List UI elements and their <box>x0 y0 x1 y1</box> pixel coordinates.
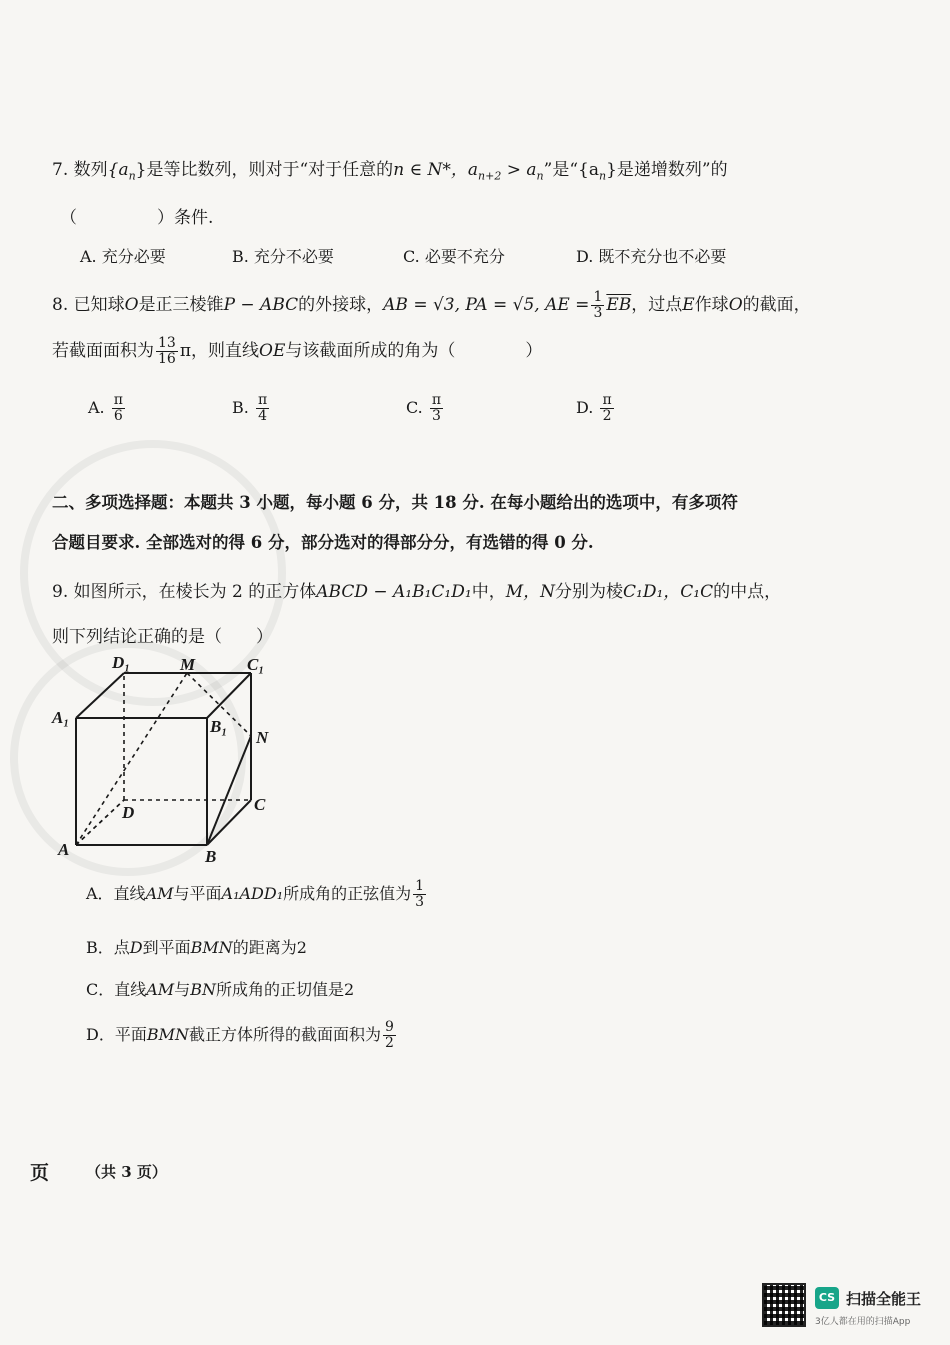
section2-heading-line1: 二、多项选择题：本题共 3 小题，每小题 6 分，共 18 分. 在每小题给出的选项中，有多项符 <box>52 493 738 512</box>
q8-stem-line1: 8. 已知球O是正三棱锥P − ABC的外接球，AB = √3, PA = √5, AE = $\frac{1}{3}$ $\overline{EB}$，过点E作球O的截面， <box>52 289 811 321</box>
q7-option-a: A. 充分必要 <box>80 247 166 266</box>
q8-option-a: A. $\frac{\pi}{6}$ <box>88 392 123 424</box>
footer-page: 页 <box>30 1162 50 1184</box>
q9-option-d: D．平面BMN截正方体所得的截面面积为 $\frac{9}{2}$ <box>86 1019 394 1051</box>
label-d: D <box>122 803 135 822</box>
q8-stem-line2: 若截面面积为 $\frac{13}{16}$ π，则直线OE与该截面所成的角为（ ） <box>52 335 543 367</box>
watermark-app-name: 扫描全能王 <box>846 1290 922 1308</box>
label-c1: C₁ <box>247 655 265 674</box>
q7-option-b: B. 充分不必要 <box>232 247 334 266</box>
watermark-slogan: 3亿人都在用的扫描App <box>815 1317 911 1327</box>
label-b: B <box>205 847 217 866</box>
q8-option-c: C. $\frac{\pi}{3}$ <box>406 392 442 424</box>
faint-stamp-2 <box>10 640 246 876</box>
q7-stem-line1: 7. 数列$\{a_n\}$是等比数列，则对于“对于任意的n ∈ N*，$a_{n+2} > a_n$”是“$\{a_n\}$是递增数列”的 <box>52 160 728 183</box>
cs-logo-icon: CS <box>815 1287 839 1309</box>
q7-option-d: D. 既不充分也不必要 <box>576 247 727 266</box>
q9-option-c: C．直线AM与BN所成角的正切值是2 <box>86 980 355 999</box>
section2-heading-line2: 合题目要求. 全部选对的得 6 分，部分选对的得部分分，有选错的得 0 分. <box>52 533 594 552</box>
q8-option-d: D. $\frac{\pi}{2}$ <box>576 392 612 424</box>
label-a1: A₁ <box>52 708 70 727</box>
label-b1: B₁ <box>210 717 228 736</box>
q9-option-b: B．点D到平面BMN的距离为2 <box>86 938 307 957</box>
q7-option-c: C. 必要不充分 <box>403 247 505 266</box>
q9-stem-line1: 9. 如图所示，在棱长为 2 的正方体ABCD − A₁B₁C₁D₁中，M，N分别为棱C₁D₁，C₁C的中点， <box>52 582 782 602</box>
label-c: C <box>254 795 266 814</box>
q8-option-b: B. $\frac{\pi}{4}$ <box>232 392 268 424</box>
label-a: A <box>58 840 70 859</box>
q7-stem-line2: （ ）条件. <box>60 208 214 228</box>
footer-total: （共 3 页） <box>86 1163 167 1181</box>
label-d1: D₁ <box>112 653 131 672</box>
q9-stem-line2: 则下列结论正确的是（ ） <box>52 627 273 647</box>
label-n: N <box>256 728 269 747</box>
label-m: M <box>180 655 196 674</box>
qr-code <box>762 1283 806 1327</box>
q9-option-a: A．直线AM与平面A₁ADD₁所成角的正弦值为 $\frac{1}{3}$ <box>86 878 425 910</box>
